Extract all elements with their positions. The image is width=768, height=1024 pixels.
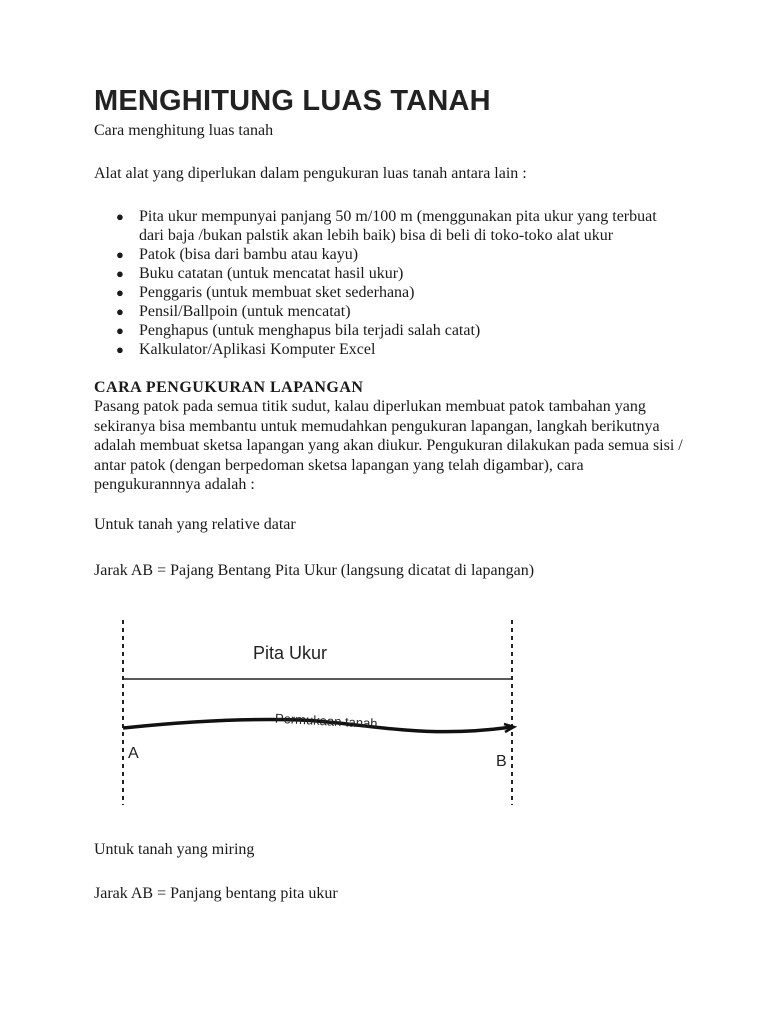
flat-ground-formula: Jarak AB = Pajang Bentang Pita Ukur (langsung dicatat di lapangan) [94,562,535,579]
bullet-icon: ● [116,247,124,262]
list-item [94,264,684,283]
list-item-text: Pensil/Ballpoin (untuk mencatat) [139,303,351,320]
measurement-diagram [120,610,520,810]
tools-list [94,207,684,359]
list-item-text: Kalkulator/Aplikasi Komputer Excel [139,341,376,358]
list-item [94,245,684,264]
list-item-text: Penggaris (untuk membuat sket sederhana) [139,284,415,301]
page-title: MENGHITUNG LUAS TANAH [94,85,491,117]
bullet-icon: ● [116,285,124,300]
bullet-icon: ● [116,266,124,281]
bullet-icon: ● [116,342,124,357]
list-item-text: Patok (bisa dari bambu atau kayu) [139,246,359,263]
list-item-text: Penghapus (untuk menghapus bila terjadi salah catat) [139,322,481,339]
tape-label: Pita Ukur [253,643,328,663]
list-item [94,302,684,321]
subtitle: Cara menghitung luas tanah [94,122,274,139]
ground-label: Permukaan tanah [274,710,378,732]
list-item [94,283,684,302]
list-item [94,321,684,340]
section-heading: CARA PENGUKURAN LAPANGAN [94,379,364,396]
list-item [94,207,684,245]
bullet-icon: ● [116,209,124,224]
list-item [94,340,684,359]
method-paragraph: Pasang patok pada semua titik sudut, kalau diperlukan membuat patok tambahan yang sekiranya bisa membantu untuk memudahkan pengukuran lapangan, langkah berikutnya adalah membuat sketsa lapangan yang akan diukur. Pengukuran dilakukan pada semua sisi / antar patok (dengan berpedoman sketsa lapangan yang telah digambar), cara pengukurannnya adalah : [94,398,683,494]
point-a-label: A [128,745,139,762]
intro-text: Alat alat yang diperlukan dalam pengukuran luas tanah antara lain : [94,165,527,182]
sloped-ground-formula: Jarak AB = Panjang bentang pita ukur [94,885,338,902]
list-item-text: Buku catatan (untuk mencatat hasil ukur) [139,265,404,282]
sloped-ground-label: Untuk tanah yang miring [94,841,255,858]
bullet-icon: ● [116,304,124,319]
list-item-text: Pita ukur mempunyai panjang 50 m/100 m (menggunakan pita ukur yang terbuat dari baja /bukan palstik akan lebih baik) bisa di beli di toko-toko alat ukur [139,208,657,244]
point-b-label: B [496,753,507,770]
flat-ground-label: Untuk tanah yang relative datar [94,516,296,533]
bullet-icon: ● [116,323,124,338]
